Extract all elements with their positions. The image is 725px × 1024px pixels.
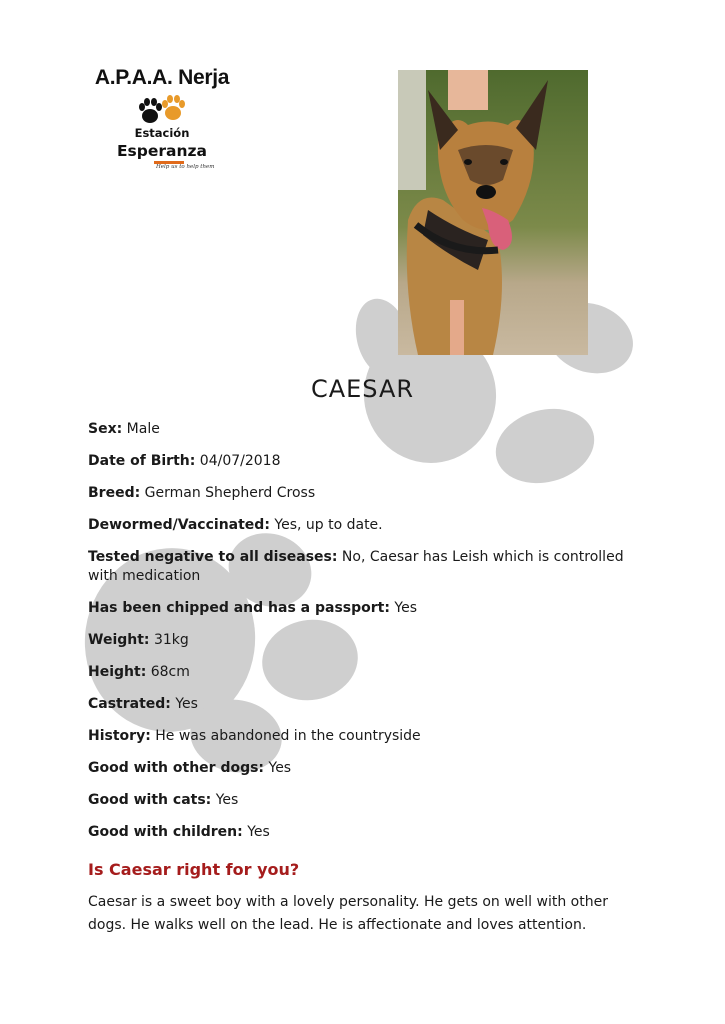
detail-dewormed	[88, 516, 648, 535]
detail-date-of-birth	[88, 452, 648, 471]
detail-label: Sex:	[88, 421, 123, 437]
paw-prints-icon	[136, 94, 188, 128]
dog-name-title: CAESAR	[310, 375, 415, 403]
detail-castrated	[88, 695, 648, 714]
detail-good-with-dogs	[88, 759, 648, 778]
detail-value: Yes, up to date.	[269, 517, 383, 533]
detail-sex	[88, 420, 648, 439]
detail-good-with-children	[88, 823, 648, 842]
dog-description: Caesar is a sweet boy with a lovely personality. He gets on well with other dogs. He walks well on the lead. He is affectionate and loves attention.	[88, 894, 608, 933]
detail-label: Height:	[88, 664, 147, 680]
detail-history	[88, 727, 648, 746]
logo-esperanza: Esperanza	[116, 142, 208, 160]
detail-label: Good with children:	[88, 824, 243, 840]
detail-label: Castrated:	[88, 696, 171, 712]
detail-label: Weight:	[88, 632, 150, 648]
detail-label: History:	[88, 728, 151, 744]
detail-weight	[88, 631, 648, 650]
detail-good-with-cats	[88, 791, 648, 810]
detail-label: Good with cats:	[88, 792, 212, 808]
organization-logo	[92, 62, 242, 182]
section-heading: Is Caesar right for you?	[88, 860, 300, 879]
detail-height	[88, 663, 648, 682]
detail-value: He was abandoned in the countryside	[150, 728, 421, 744]
detail-value: 04/07/2018	[195, 453, 281, 469]
logo-tagline: Help us to help them	[156, 164, 215, 170]
detail-value: 31kg	[149, 632, 189, 648]
detail-tested	[88, 548, 648, 586]
detail-label: Good with other dogs:	[88, 760, 265, 776]
detail-label: Dewormed/Vaccinated:	[88, 517, 270, 533]
detail-label: Has been chipped and has a passport:	[88, 600, 390, 616]
dog-photo	[398, 70, 588, 355]
detail-label: Date of Birth:	[88, 453, 196, 469]
detail-label: Tested negative to all diseases:	[88, 549, 338, 565]
detail-value: No, Caesar has Leish which is controlled with medication	[88, 549, 624, 584]
detail-value: Yes	[170, 696, 198, 712]
logo-estacion: Estación	[134, 126, 190, 140]
detail-value: Yes	[264, 760, 292, 776]
logo-title: A.P.A.A. Nerja	[94, 66, 230, 89]
dog-details-list	[88, 420, 648, 855]
detail-label: Breed:	[88, 485, 141, 501]
detail-value: Male	[122, 421, 160, 437]
detail-value: 68cm	[146, 664, 190, 680]
detail-value: Yes	[211, 792, 239, 808]
detail-value: Yes	[242, 824, 270, 840]
detail-breed	[88, 484, 648, 503]
detail-chipped	[88, 599, 648, 618]
detail-value: Yes	[389, 600, 418, 616]
detail-value: German Shepherd Cross	[140, 485, 316, 501]
